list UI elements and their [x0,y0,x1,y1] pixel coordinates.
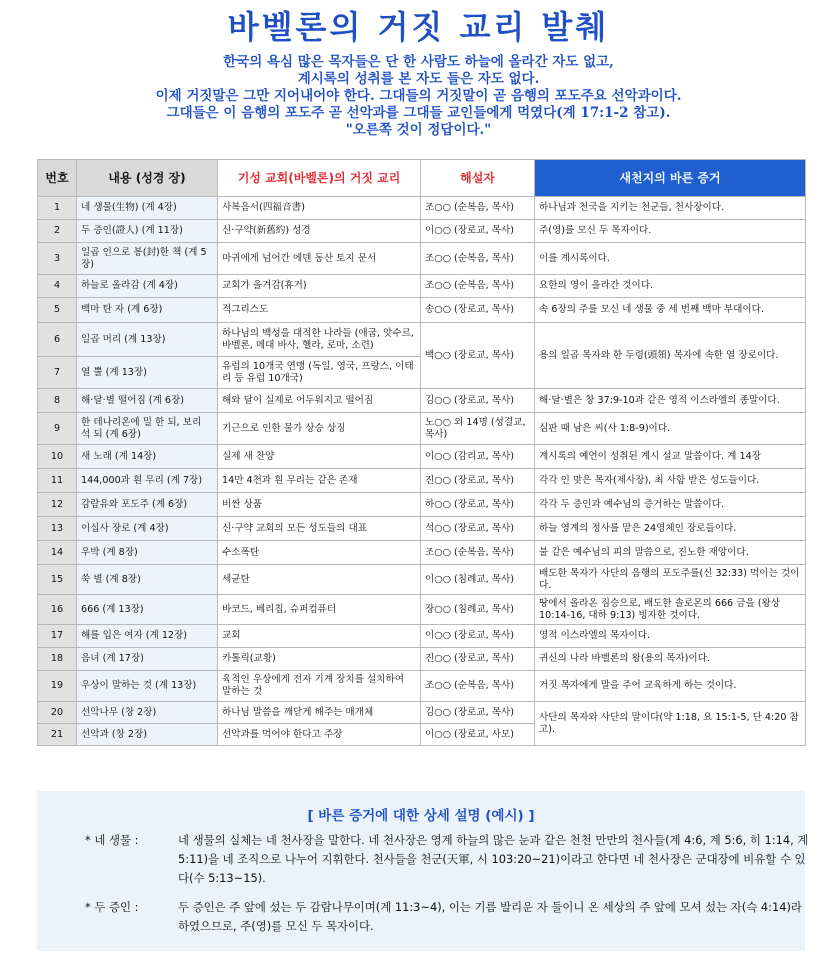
row-author: 진○○ (장로교, 목사) [421,469,535,493]
row-content: 새 노래 (계 14장) [77,445,218,469]
row-false-doctrine: 바코드, 베리칩, 슈퍼컴퓨터 [218,595,421,625]
row-false-doctrine: 해와 달이 실제로 어두워지고 떨어짐 [218,389,421,413]
detail-title: [ 바른 증거에 대한 상세 설명 (예시) ] [307,808,535,824]
row-author: 이○○ (장로교, 목사) [421,625,535,648]
row-content: 144,000과 흰 무리 (계 7장) [77,469,218,493]
row-true-proof: 배도한 목자가 사단의 음행의 포도주를(신 32:33) 먹이는 것이다. [535,565,806,595]
row-true-proof: 심판 때 남은 씨(사 1:8-9)이다. [535,413,806,445]
row-number: 18 [38,648,77,671]
row-content: 우박 (계 8장) [77,541,218,565]
header-true-proof: 새천지의 바른 증거 [535,160,806,197]
row-number: 16 [38,595,77,625]
detail-note-label: * 네 생물 : [85,833,139,847]
row-author: 조○○ (순복음, 목사) [421,671,535,702]
row-content: 음녀 (계 17장) [77,648,218,671]
detail-note-label: * 두 증인 : [85,900,139,914]
row-number: 11 [38,469,77,493]
page-title: 바벨론의 거짓 교리 발췌 [227,8,610,46]
row-author: 조○○ (순복음, 목사) [421,275,535,298]
row-false-doctrine: 실제 새 찬양 [218,445,421,469]
row-author: 이○○ (침례교, 목사) [421,565,535,595]
row-false-doctrine: 비싼 상품 [218,493,421,517]
table-row [38,220,806,243]
row-number: 20 [38,702,77,724]
intro-line: "오른쪽 것이 정답이다." [345,122,492,138]
row-author: 석○○ (장로교, 목사) [421,517,535,541]
row-true-proof: 계시록의 예언이 성취된 계시 설교 말씀이다. 계 14장 [535,445,806,469]
row-number: 4 [38,275,77,298]
row-content: 일곱 머리 (계 13장) [77,323,218,357]
row-author: 조○○ (순복음, 목사) [421,541,535,565]
row-false-doctrine: 선악과를 먹어야 한다고 주장 [218,724,421,746]
row-content: 우상이 말하는 것 (계 13장) [77,671,218,702]
table-row [38,565,806,595]
row-true-proof: 사단의 목자와 사단의 말이다(약 1:18, 요 15:1-5, 단 4:20 참고). [535,702,806,746]
row-content: 선악과 (창 2장) [77,724,218,746]
row-author: 이○○ (장로교, 목사) [421,220,535,243]
row-author: 김○○ (장로교, 목사) [421,702,535,724]
table-row [38,389,806,413]
row-author: 장○○ (침례교, 목사) [421,595,535,625]
row-false-doctrine: 사복음서(四福音書) [218,197,421,220]
row-true-proof: 속 6장의 주를 모신 네 생물 중 세 번째 백마 부대이다. [535,298,806,323]
row-number: 8 [38,389,77,413]
table-header-row [38,160,806,197]
intro-line: 이제 거짓말은 그만 지어내어야 한다. 그대들의 거짓말이 곧 음행의 포도주요 선악과이다. [155,88,682,104]
table-row [38,243,806,275]
header-no: 번호 [38,160,77,197]
row-false-doctrine: 수소폭탄 [218,541,421,565]
row-author: 이○○ (장로교, 사모) [421,724,535,746]
table-row [38,275,806,298]
table-row [38,625,806,648]
intro-line: 그대들은 이 음행의 포도주 곧 선악과를 그대들 교인들에게 먹였다(계 17:1-2 참고). [166,105,671,121]
row-number: 17 [38,625,77,648]
header-content: 내용 (성경 장) [77,160,218,197]
row-false-doctrine: 교회 [218,625,421,648]
row-false-doctrine: 카톨릭(교황) [218,648,421,671]
row-author: 김○○ (장로교, 목사) [421,389,535,413]
row-number: 15 [38,565,77,595]
row-true-proof: 해·달·별은 창 37:9-10과 같은 영적 이스라엘의 종말이다. [535,389,806,413]
header-author: 해설자 [421,160,535,197]
row-false-doctrine: 마귀에게 넘어간 에덴 동산 토지 문서 [218,243,421,275]
row-true-proof: 영적 이스라엘의 목자이다. [535,625,806,648]
row-true-proof: 하늘 영계의 정사를 맡은 24영체인 장로들이다. [535,517,806,541]
row-false-doctrine: 14만 4천과 흰 무리는 같은 존재 [218,469,421,493]
row-content: 일곱 인으로 봉(封)한 책 (계 5장) [77,243,218,275]
table-row [38,197,806,220]
row-true-proof: 주(영)를 모신 두 목자이다. [535,220,806,243]
table-row [38,517,806,541]
row-true-proof: 불 같은 예수님의 피의 말씀으로, 진노한 재앙이다. [535,541,806,565]
row-number: 9 [38,413,77,445]
row-number: 7 [38,357,77,389]
row-true-proof: 각각 두 증인과 예수님의 증거하는 말씀이다. [535,493,806,517]
row-true-proof: 하나님과 천국을 지키는 천군들, 천사장이다. [535,197,806,220]
row-content: 네 생물(生物) (계 4장) [77,197,218,220]
row-author: 백○○ (장로교, 목사) [421,323,535,389]
row-content: 두 증인(證人) (계 11장) [77,220,218,243]
row-author: 하○○ (장로교, 목사) [421,493,535,517]
table-row [38,648,806,671]
row-author: 이○○ (감리교, 목사) [421,445,535,469]
table-row [38,323,806,357]
intro-line: 한국의 욕심 많은 목자들은 단 한 사람도 하늘에 올라간 자도 없고, [223,54,614,70]
table-row [38,595,806,625]
row-number: 10 [38,445,77,469]
row-true-proof: 용의 일곱 목자와 한 두령(頭領) 목자에 속한 열 장로이다. [535,323,806,389]
table-row [38,413,806,445]
row-number: 21 [38,724,77,746]
doctrine-table [37,159,806,746]
row-number: 19 [38,671,77,702]
row-false-doctrine: 육적인 우상에게 전자 기계 장치를 설치하여 말하는 것 [218,671,421,702]
detail-note-text: 네 생물의 실체는 네 천사장을 말한다. 네 천사장은 영계 하늘의 많은 눈과 같은 천천 만만의 천사들(계 4:6, 계 5:6, 히 1:14, 계 5:11)을 네 조직으로 나누어 지휘한다. 천사들을 천군(天軍, 시 103:20~21)이라고 한다면 네 천사장은 군대장에 비유할 수 있다(수 5:13~15). [178,833,809,885]
row-content: 선악나무 (창 2장) [77,702,218,724]
intro-line: 계시록의 성취를 본 자도 들은 자도 없다. [297,71,540,87]
row-content: 한 데나리온에 밀 한 되, 보리 석 되 (계 6장) [77,413,218,445]
row-true-proof: 거짓 목자에게 말을 주어 교육하게 하는 것이다. [535,671,806,702]
row-false-doctrine: 유럽의 10개국 연맹 (독일, 영국, 프랑스, 이태리 등 유럽 10개국) [218,357,421,389]
table-row [38,541,806,565]
table-row [38,298,806,323]
row-false-doctrine: 기근으로 인한 물가 상승 상징 [218,413,421,445]
row-author: 진○○ (장로교, 목사) [421,648,535,671]
row-content: 백마 탄 자 (계 6장) [77,298,218,323]
row-true-proof: 땅에서 올라온 짐승으로, 배도한 솔로몬의 666 금을 (왕상 10:14-16, 대하 9:13) 빙자한 것이다. [535,595,806,625]
row-true-proof: 이를 계시록이다. [535,243,806,275]
row-false-doctrine: 하나님의 백성을 대적한 나라들 (애굽, 앗수르, 바벨론, 메대 바사, 헬라, 로마, 소련) [218,323,421,357]
table-row [38,671,806,702]
header-false-doctrine: 기성 교회(바벨론)의 거짓 교리 [218,160,421,197]
row-number: 14 [38,541,77,565]
table-row [38,445,806,469]
row-false-doctrine: 하나님 말씀을 깨닫게 해주는 매개체 [218,702,421,724]
row-true-proof: 귀신의 나라 바벨론의 왕(용의 목자)이다. [535,648,806,671]
row-number: 3 [38,243,77,275]
row-content: 이십사 장로 (계 4장) [77,517,218,541]
row-true-proof: 요한의 영이 올라간 것이다. [535,275,806,298]
table-row [38,702,806,724]
row-number: 1 [38,197,77,220]
row-false-doctrine: 적그리스도 [218,298,421,323]
row-false-doctrine: 교회가 올겨감(휴거) [218,275,421,298]
row-author: 조○○ (순복음, 목사) [421,243,535,275]
table-row [38,493,806,517]
row-false-doctrine: 신·구약(新舊約) 성경 [218,220,421,243]
row-number: 12 [38,493,77,517]
row-true-proof: 각각 인 맞은 목자(제사장), 최 사함 받은 성도들이다. [535,469,806,493]
row-content: 쑥 별 (계 8장) [77,565,218,595]
row-author: 노○○ 외 14명 (성결교, 목사) [421,413,535,445]
intro-text [0,54,837,139]
row-content: 열 뿔 (계 13장) [77,357,218,389]
detail-note-text: 두 증인은 주 앞에 섰는 두 감람나무이며(계 11:3~4), 이는 기름 발리운 자 둘이니 온 세상의 주 앞에 모셔 섰는 자(슥 4:14)라 하였으므로, 주(영)를 모신 두 목자이다. [178,900,802,933]
row-number: 13 [38,517,77,541]
row-content: 해·달·별 떨어짐 (계 6장) [77,389,218,413]
row-content: 하늘로 올라감 (계 4장) [77,275,218,298]
row-number: 2 [38,220,77,243]
row-author: 송○○ (장로교, 목사) [421,298,535,323]
row-number: 6 [38,323,77,357]
row-content: 해를 입은 여자 (계 12장) [77,625,218,648]
row-content: 666 (계 13장) [77,595,218,625]
row-content: 감람유와 포도주 (계 6장) [77,493,218,517]
detail-box [37,791,809,951]
row-false-doctrine: 신·구약 교회의 모든 성도들의 대표 [218,517,421,541]
row-author: 조○○ (순복음, 목사) [421,197,535,220]
table-row [38,469,806,493]
row-number: 5 [38,298,77,323]
row-false-doctrine: 세균탄 [218,565,421,595]
